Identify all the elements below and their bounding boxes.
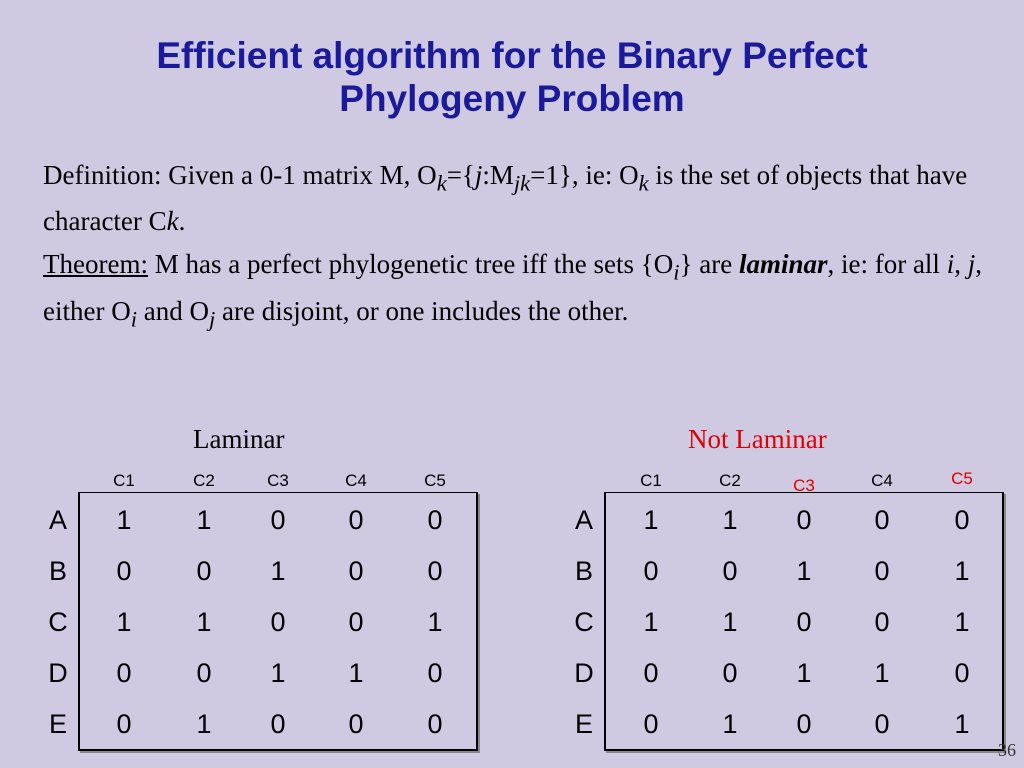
matrix-cell: 1 (796, 556, 812, 586)
definition-var: j (474, 160, 483, 190)
matrix-cell: 0 (196, 556, 212, 586)
row-label: A (48, 505, 67, 535)
matrix-cell: 1 (722, 709, 738, 739)
matrix-cell: 0 (874, 556, 890, 586)
definition-text: is the set of objects that have character C (43, 160, 968, 237)
matrix-cell: 1 (874, 658, 890, 688)
matrix-cell: 1 (196, 607, 212, 637)
column-header-highlighted: C5 (951, 469, 973, 488)
theorem-sub: i (130, 306, 137, 332)
column-header-highlighted: C3 (793, 476, 815, 495)
matrix-cell: 1 (116, 607, 132, 637)
definition-text: . (178, 206, 186, 237)
matrix-cell: 1 (427, 607, 443, 637)
row-label: A (574, 505, 593, 535)
theorem-label: Theorem: (43, 249, 148, 280)
matrix-cell: 0 (427, 505, 443, 535)
definition-sub: k (436, 170, 447, 196)
column-header: C1 (113, 471, 135, 490)
row-label: B (48, 556, 67, 586)
matrix-cell: 0 (348, 709, 364, 739)
matrix-cell: 0 (270, 607, 286, 637)
slide-title-line-2: Phylogeny Problem (339, 78, 685, 119)
column-header: C5 (424, 471, 446, 490)
column-header: C4 (345, 471, 367, 490)
definition-sub: jk (513, 170, 531, 196)
matrix-cell: 1 (722, 505, 738, 535)
matrix-cell: 0 (427, 709, 443, 739)
matrix-cell: 0 (270, 505, 286, 535)
theorem-sub: j (208, 306, 216, 332)
matrix-cell: 0 (427, 658, 443, 688)
not-laminar-caption: Not Laminar (688, 424, 827, 454)
matrix-cell: 0 (348, 556, 364, 586)
column-header: C3 (267, 471, 289, 490)
page-number: 36 (998, 740, 1016, 760)
matrix-cell: 0 (643, 709, 659, 739)
matrix-cell: 0 (643, 556, 659, 586)
slide-title (0, 34, 1024, 120)
matrix-cell: 1 (796, 658, 812, 688)
matrix-cell: 0 (954, 505, 970, 535)
theorem-text: and O (136, 295, 209, 326)
theorem-var: i (946, 249, 955, 280)
row-label: D (48, 658, 68, 688)
matrix-cell: 1 (116, 505, 132, 535)
column-header: C2 (719, 471, 741, 490)
theorem-text: } are (679, 249, 739, 280)
theorem-text: , either O (43, 249, 982, 326)
column-header: C2 (193, 471, 215, 490)
matrix-cell: 0 (643, 658, 659, 688)
laminar-term: laminar (738, 249, 828, 280)
definition-text: :M (482, 160, 514, 190)
column-header: C4 (871, 471, 893, 490)
theorem-text: , ie: for all (827, 249, 947, 280)
theorem-text: are disjoint, or one includes the other. (215, 295, 629, 326)
theorem-var: j (967, 249, 976, 280)
matrix-cell: 0 (196, 658, 212, 688)
matrix-cell: 1 (643, 505, 659, 535)
definition-text: Definition: Given a 0-1 matrix M, O (43, 160, 437, 190)
matrix-cell: 0 (116, 709, 132, 739)
row-label: E (574, 709, 593, 739)
matrix-cell: 0 (348, 607, 364, 637)
slide-title-line-1: Efficient algorithm for the Binary Perfect (156, 35, 868, 76)
laminar-caption: Laminar (193, 424, 285, 454)
theorem-paragraph (43, 245, 1018, 338)
matrix-cell: 0 (874, 505, 890, 535)
matrix-cell: 1 (722, 607, 738, 637)
matrix-cell: 0 (796, 709, 812, 739)
row-label: B (574, 556, 593, 586)
matrix-cell: 0 (722, 556, 738, 586)
matrix-cell: 0 (348, 505, 364, 535)
row-label: D (574, 658, 594, 688)
matrix-cell: 1 (196, 709, 212, 739)
matrix-cell: 0 (270, 709, 286, 739)
matrix-cell: 0 (427, 556, 443, 586)
theorem-text: , (954, 249, 968, 280)
matrix-cell: 0 (874, 709, 890, 739)
row-label: C (574, 607, 594, 637)
matrix-cell: 0 (874, 607, 890, 637)
matrix-cell: 0 (796, 505, 812, 535)
definition-sub: k (638, 170, 649, 196)
row-label: E (48, 709, 67, 739)
definition-var: k (166, 206, 179, 237)
definition-text: ={ (446, 160, 475, 190)
matrix-cell: 0 (116, 658, 132, 688)
matrix-cell: 0 (954, 658, 970, 688)
definition-paragraph (43, 156, 1018, 240)
column-header: C1 (640, 471, 662, 490)
slide-body (43, 156, 1018, 343)
matrix-cell: 0 (116, 556, 132, 586)
matrix-cell: 0 (722, 658, 738, 688)
matrix-cell: 1 (270, 658, 286, 688)
theorem-sub: i (673, 259, 680, 285)
matrix-cell: 0 (796, 607, 812, 637)
theorem-text: M has a perfect phylogenetic tree iff the sets {O (147, 249, 674, 280)
matrix-cell: 1 (954, 709, 970, 739)
matrix-cell: 1 (196, 505, 212, 535)
matrix-cell: 1 (270, 556, 286, 586)
matrix-cell: 1 (348, 658, 364, 688)
matrix-cell: 1 (954, 607, 970, 637)
row-label: C (48, 607, 68, 637)
matrix-cell: 1 (954, 556, 970, 586)
definition-text: =1}, ie: O (530, 160, 639, 190)
matrix-cell: 1 (643, 607, 659, 637)
